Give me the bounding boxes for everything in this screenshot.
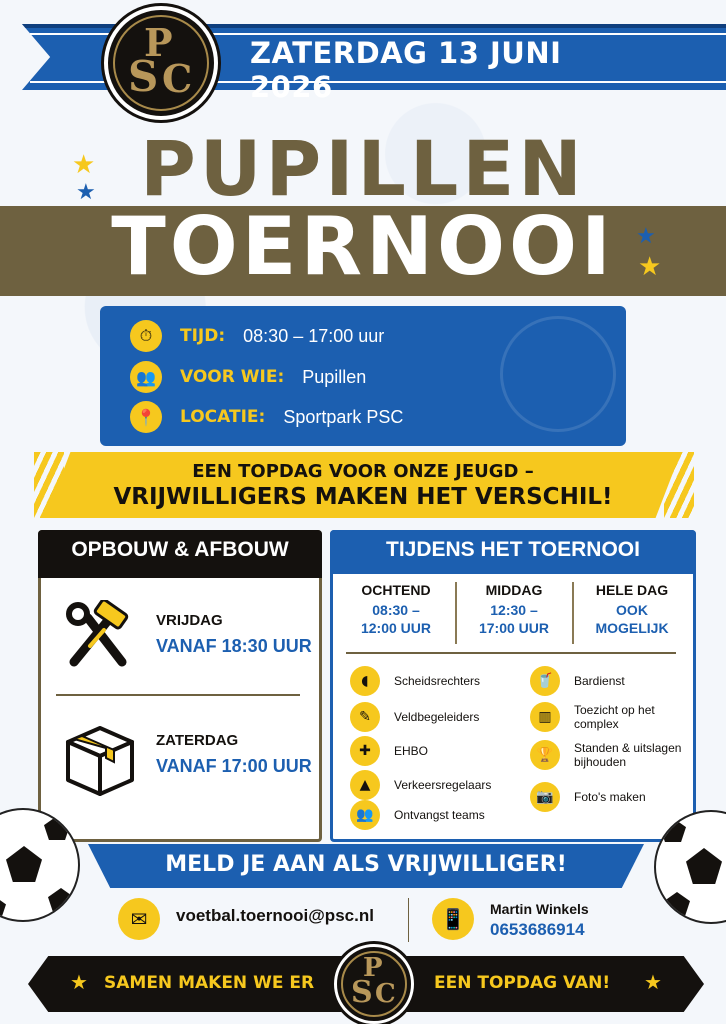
first-aid-icon: ✚ <box>350 736 380 766</box>
footer-left-text: SAMEN MAKEN WE ER <box>104 973 315 993</box>
opbouw-day: VRIJDAG <box>156 612 223 629</box>
box-icon <box>62 718 138 798</box>
star-icon: ★ <box>636 224 656 249</box>
task-verkeersregelaars <box>350 770 491 800</box>
envelope-icon: ✉ <box>118 898 160 940</box>
stopwatch-icon: ⏱ <box>130 320 162 352</box>
location-pin-icon: 📍 <box>130 401 162 433</box>
shift-bottom-divider <box>346 652 676 654</box>
logo-letter-c: C <box>162 56 193 101</box>
shift-time: 08:30 – <box>372 602 420 618</box>
contact-phone[interactable]: 0653686914 <box>490 920 585 939</box>
task-label: Toezicht op het complex <box>574 703 655 731</box>
title-line-1: PUPILLEN <box>140 124 586 213</box>
shift-time: MOGELIJK <box>595 620 669 636</box>
star-icon: ★ <box>638 252 662 282</box>
slogan-line-2: VRIJWILLIGERS MAKEN HET VERSCHIL! <box>113 484 613 510</box>
shift-name: OCHTEND <box>361 582 431 598</box>
info-row-audience <box>130 359 366 395</box>
people-icon: 👥 <box>130 361 162 393</box>
watermark-logo <box>500 316 616 432</box>
task-label: EHBO <box>394 744 429 758</box>
shift-time: 17:00 UUR <box>478 620 550 636</box>
opbouw-divider <box>56 694 300 696</box>
club-logo-footer <box>334 944 414 1024</box>
task-label: Bardienst <box>574 674 625 688</box>
info-row-time <box>130 318 384 354</box>
shift-middag <box>456 582 572 637</box>
opbouw-day: ZATERDAG <box>156 732 239 749</box>
tools-icon <box>60 600 140 672</box>
task-label: Verkeersregelaars <box>394 778 492 792</box>
opbouw-heading: OPBOUW & AFBOUW <box>71 538 289 561</box>
opbouw-time: VANAF 17:00 UUR <box>156 756 312 776</box>
star-icon: ★ <box>70 970 88 994</box>
logo-letter-s: S <box>351 975 373 1010</box>
task-ehbo <box>350 736 428 766</box>
task-fotos <box>530 782 646 812</box>
phone-icon: 📱 <box>432 898 474 940</box>
task-label: Veldbegeleiders <box>394 710 480 724</box>
star-icon: ★ <box>644 970 662 994</box>
camera-icon: 📷 <box>530 782 560 812</box>
opbouw-time: VANAF 18:30 UUR <box>156 636 312 656</box>
info-value: Sportpark PSC <box>283 406 404 427</box>
star-icon: ★ <box>72 150 96 180</box>
contact-name: Martin Winkels <box>490 901 589 917</box>
task-label: Scheidsrechters <box>394 674 481 688</box>
contact-email[interactable]: voetbal.toernooi@psc.nl <box>176 906 374 925</box>
footer-right-text: EEN TOPDAG VAN! <box>434 973 611 993</box>
task-bardienst <box>530 666 625 696</box>
info-row-location <box>130 399 403 435</box>
shift-hele-dag <box>574 582 690 637</box>
shift-time: 12:00 UUR <box>360 620 432 636</box>
stadium-icon: ▥ <box>530 702 560 732</box>
shift-ochtend <box>338 582 454 637</box>
task-ontvangst <box>350 800 485 830</box>
football-left <box>0 808 80 922</box>
info-label: VOOR WIE: <box>180 367 285 387</box>
shift-name: MIDDAG <box>485 582 543 598</box>
club-logo <box>104 6 218 120</box>
logo-letter-p: P <box>144 20 173 65</box>
tactics-board-icon: ✎ <box>350 702 380 732</box>
info-value: 08:30 – 17:00 uur <box>243 325 385 346</box>
shift-time: 12:30 – <box>490 602 538 618</box>
slogan-line-1: EEN TOPDAG VOOR ONZE JEUGD – <box>192 461 534 482</box>
task-label: Foto's maken <box>574 790 646 804</box>
task-label: Standen & uitslagen bijhouden <box>574 741 682 769</box>
cta-text: MELD JE AAN ALS VRIJWILLIGER! <box>165 852 567 877</box>
logo-letter-c: C <box>375 979 396 1009</box>
shift-name: HELE DAG <box>595 582 669 598</box>
task-veldbegeleiders <box>350 702 479 732</box>
shift-time: OOK <box>616 602 648 618</box>
task-toezicht <box>530 702 684 732</box>
contact-divider <box>408 898 409 942</box>
star-icon: ★ <box>76 180 96 205</box>
whistle-icon: ◖ <box>350 666 380 696</box>
logo-letter-p: P <box>363 953 383 983</box>
slogan-stripes-right <box>664 452 694 518</box>
info-label: TIJD: <box>180 326 226 346</box>
logo-letter-s: S <box>128 52 159 101</box>
event-date: ZATERDAG 13 JUNI 2026 <box>250 36 562 104</box>
title-line-2: TOERNOOI <box>111 200 615 293</box>
task-standen <box>530 740 690 770</box>
task-scheidsrechters <box>350 666 480 696</box>
info-value: Pupillen <box>302 366 367 387</box>
toernooi-heading: TIJDENS HET TOERNOOI <box>386 538 640 561</box>
info-label: LOCATIE: <box>180 407 266 427</box>
team-icon: 👥 <box>350 800 380 830</box>
task-label: Ontvangst teams <box>394 808 485 822</box>
cup-icon: 🥤 <box>530 666 560 696</box>
trophy-icon: 🏆 <box>530 740 560 770</box>
traffic-cone-icon: ▲ <box>350 770 380 800</box>
